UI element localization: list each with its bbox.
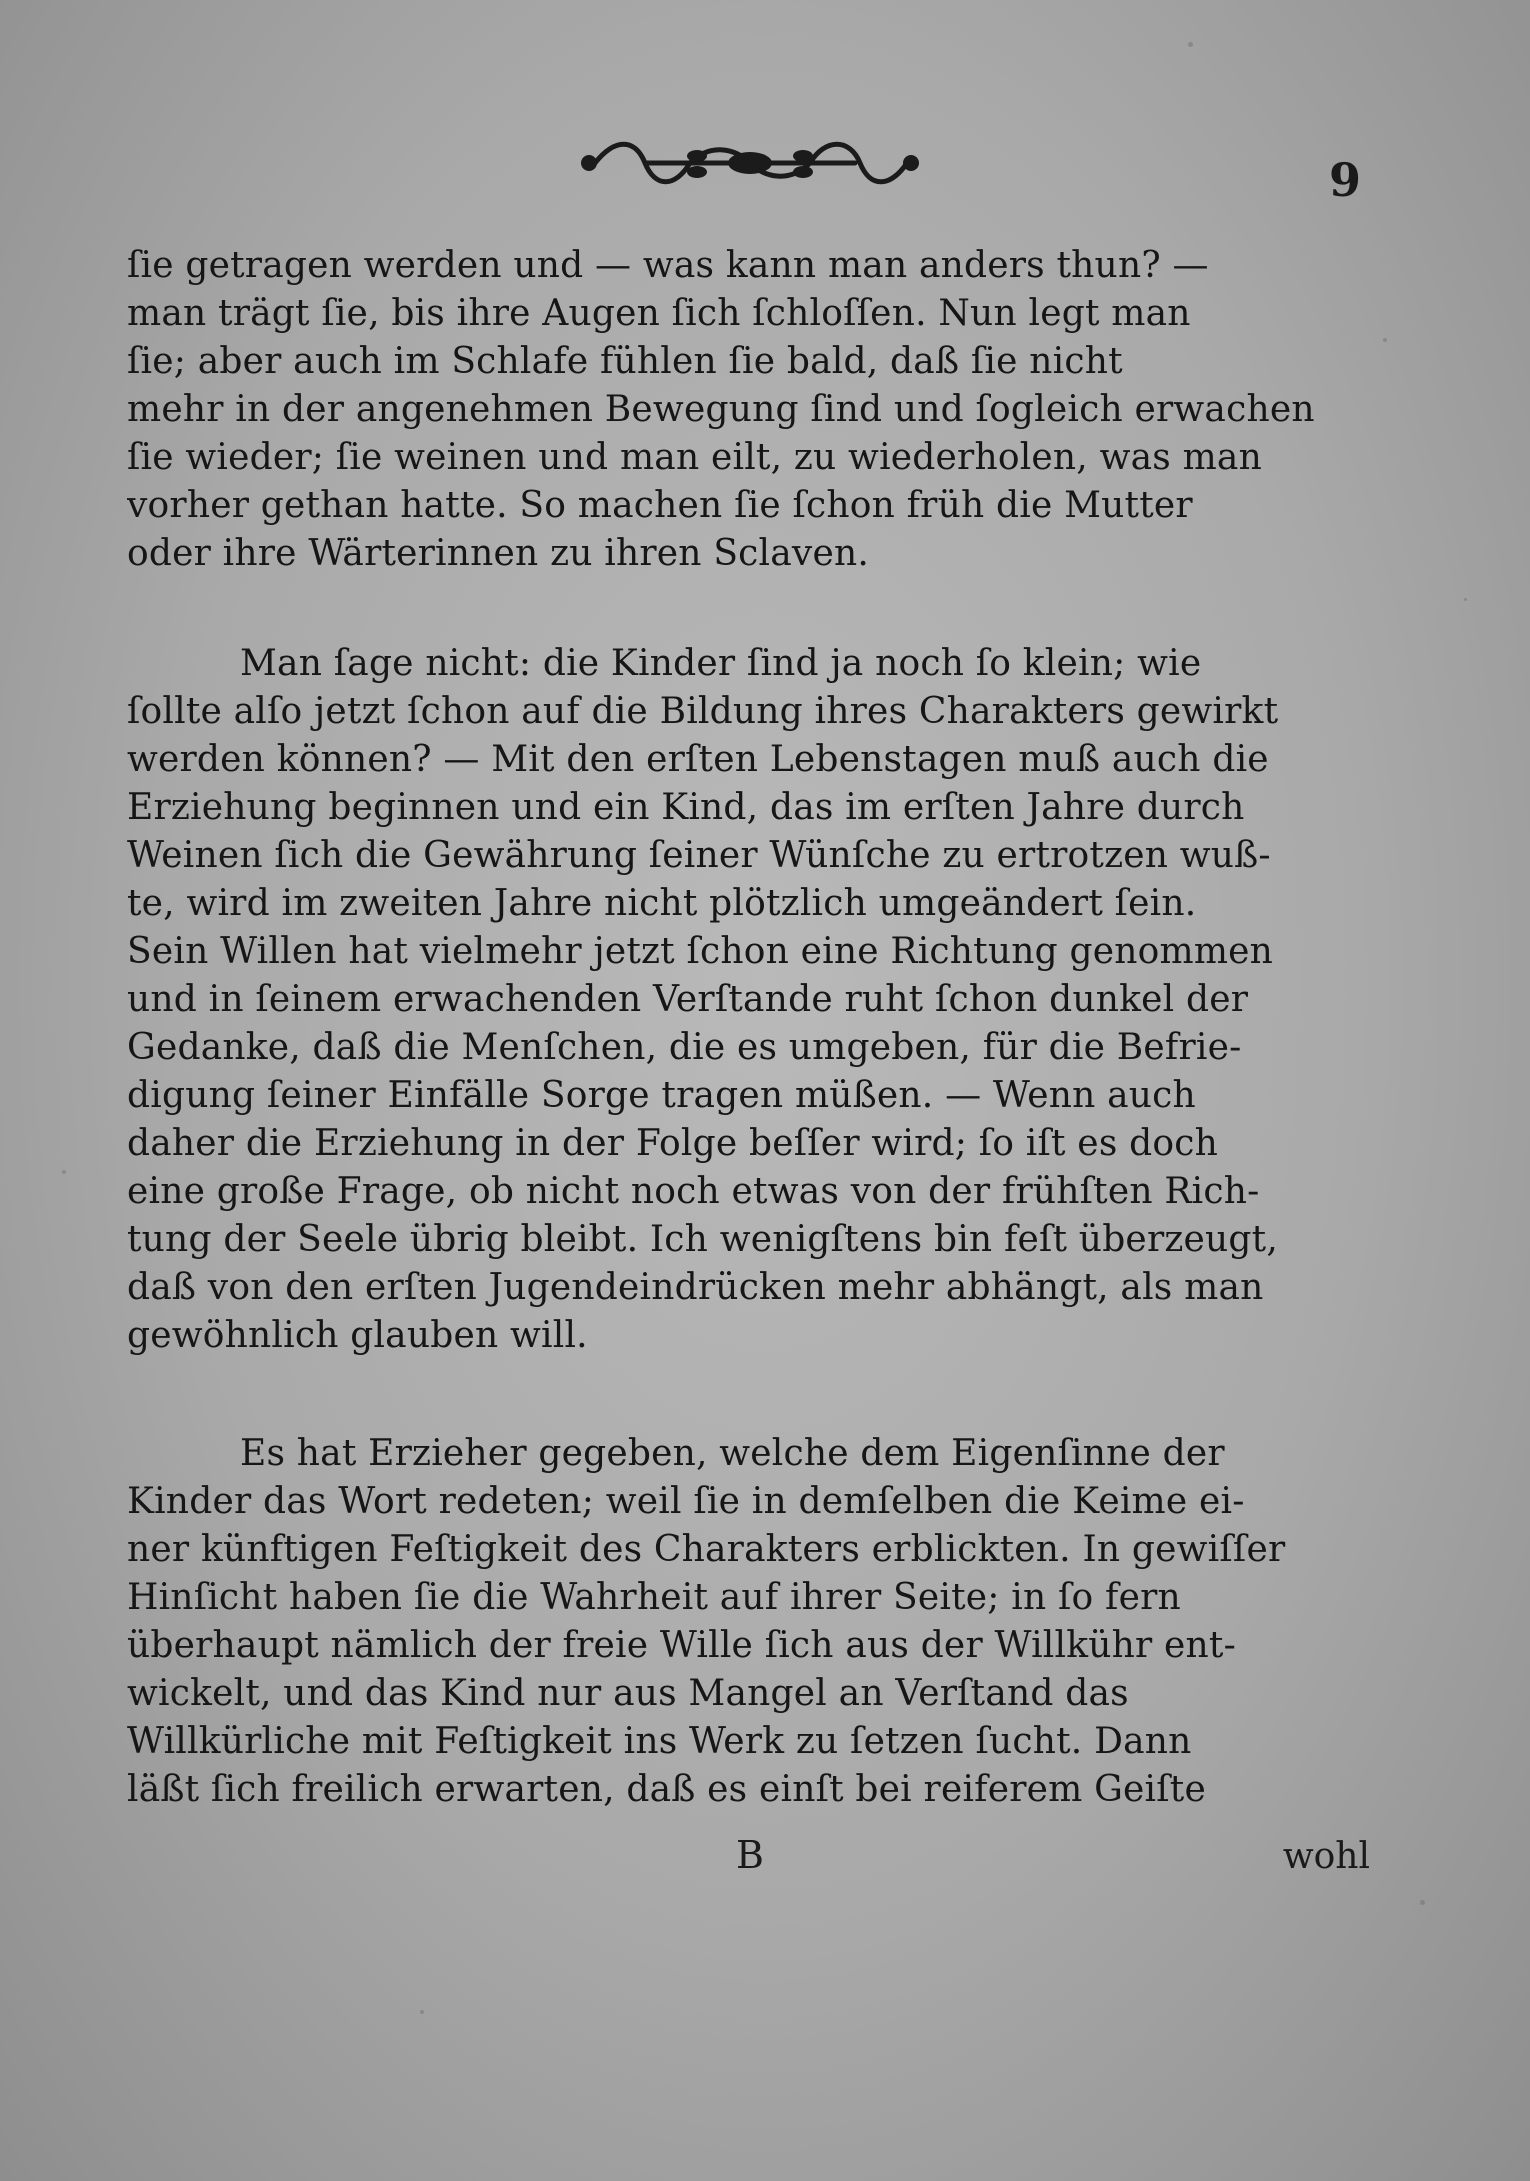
catchword: wohl — [1282, 1836, 1370, 1877]
text-line: tung der Seele übrig bleibt. Ich wenigſtens bin feſt überzeugt, — [127, 1219, 1278, 1260]
text-line: oder ihre Wärterinnen zu ihren Sclaven. — [127, 533, 869, 574]
text-line: te, wird im zweiten Jahre nicht plötzlich umgeändert ſein. — [127, 883, 1197, 924]
text-line: gewöhnlich glauben will. — [127, 1315, 588, 1356]
page-number: 9 — [1328, 153, 1361, 207]
paper-speck — [420, 2010, 424, 2014]
text-line: werden können? — Mit den erſten Lebenstagen muß auch die — [127, 739, 1269, 780]
signature-mark: B — [736, 1833, 764, 1877]
text-line: Erziehung beginnen und ein Kind, das im erſten Jahre durch — [127, 787, 1245, 828]
text-line: überhaupt nämlich der freie Wille ſich aus der Willkühr ent- — [127, 1625, 1236, 1666]
text-line: ſie; aber auch im Schlafe fühlen ſie bald, daß ſie nicht — [127, 341, 1123, 382]
text-line: mehr in der angenehmen Bewegung ſind und ſogleich erwachen — [127, 389, 1315, 430]
text-line: läßt ſich freilich erwarten, daß es einſt bei reiferem Geiſte — [127, 1769, 1206, 1810]
text-line: Es hat Erzieher gegeben, welche dem Eigenſinne der — [240, 1433, 1225, 1474]
text-line: wickelt, und das Kind nur aus Mangel an Verſtand das — [127, 1673, 1129, 1714]
text-line: Willkürliche mit Feſtigkeit ins Werk zu ſetzen ſucht. Dann — [127, 1721, 1192, 1762]
text-line: Hinſicht haben ſie die Wahrheit auf ihrer Seite; in ſo fern — [127, 1577, 1181, 1618]
text-line: ſie wieder; ſie weinen und man eilt, zu wiederholen, was man — [127, 437, 1262, 478]
text-line: Gedanke, daß die Menſchen, die es umgeben, für die Befrie- — [127, 1027, 1242, 1068]
text-line: eine große Frage, ob nicht noch etwas von der frühſten Rich- — [127, 1171, 1260, 1212]
paper-speck — [1464, 598, 1467, 601]
floral-vignette-icon — [575, 128, 925, 198]
text-line: daher die Erziehung in der Folge beſſer wird; ſo iſt es doch — [127, 1123, 1218, 1164]
text-line: daß von den erſten Jugendeindrücken mehr abhängt, als man — [127, 1267, 1264, 1308]
text-line: und in ſeinem erwachenden Verſtande ruht ſchon dunkel der — [127, 979, 1249, 1020]
paper-speck — [1188, 42, 1193, 47]
text-line: ſollte alſo jetzt ſchon auf die Bildung ihres Charakters gewirkt — [127, 691, 1279, 732]
paper-speck — [1383, 338, 1387, 342]
text-line: ner künftigen Feſtigkeit des Charakters erblickten. In gewiſſer — [127, 1529, 1286, 1570]
text-line: digung ſeiner Einfälle Sorge tragen müßen. — Wenn auch — [127, 1075, 1196, 1116]
text-line: Weinen ſich die Gewährung ſeiner Wünſche zu ertrotzen wuß- — [127, 835, 1271, 876]
text-line: ſie getragen werden und — was kann man anders thun? — — [127, 245, 1209, 286]
text-line: Kinder das Wort redeten; weil ſie in demſelben die Keime ei- — [127, 1481, 1245, 1522]
text-line: man trägt ſie, bis ihre Augen ſich ſchloſſen. Nun legt man — [127, 293, 1191, 334]
text-line: Man ſage nicht: die Kinder ſind ja noch ſo klein; wie — [240, 643, 1202, 684]
text-line: Sein Willen hat vielmehr jetzt ſchon eine Richtung genommen — [127, 931, 1274, 972]
text-line: vorher gethan hatte. So machen ſie ſchon früh die Mutter — [127, 485, 1193, 526]
paper-speck — [1420, 1900, 1425, 1905]
paper-speck — [62, 1170, 66, 1174]
